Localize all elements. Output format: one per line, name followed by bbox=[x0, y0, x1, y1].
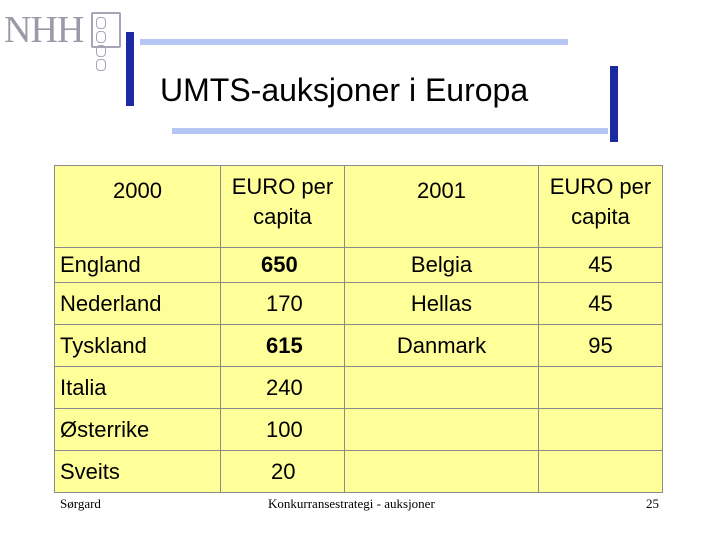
country-2000: Nederland bbox=[55, 283, 221, 325]
header-year-2000: 2000 bbox=[55, 166, 221, 248]
country-2000: Sveits bbox=[55, 451, 221, 493]
value-2001 bbox=[539, 451, 663, 493]
value-2000: 170 bbox=[221, 283, 345, 325]
logo-seal-icon bbox=[91, 12, 121, 48]
page-number: 25 bbox=[646, 496, 659, 511]
header-euro-per-capita-2000: EURO per capita bbox=[221, 166, 345, 248]
country-2001 bbox=[345, 451, 539, 493]
country-2001 bbox=[345, 367, 539, 409]
value-2000: 650 bbox=[221, 248, 345, 283]
value-2001: 45 bbox=[539, 248, 663, 283]
value-2000: 240 bbox=[221, 367, 345, 409]
slide-title: UMTS-auksjoner i Europa bbox=[160, 72, 529, 108]
decor-bar-horizontal-bottom bbox=[172, 128, 608, 134]
table-row bbox=[55, 283, 663, 325]
value-2000: 20 bbox=[221, 451, 345, 493]
table-row bbox=[55, 248, 663, 283]
country-2000: Østerrike bbox=[55, 409, 221, 451]
country-2001: Danmark bbox=[345, 325, 539, 367]
country-2000: Tyskland bbox=[55, 325, 221, 367]
table-row bbox=[55, 367, 663, 409]
header-year-2001: 2001 bbox=[345, 166, 539, 248]
decor-bar-vertical-left bbox=[126, 32, 134, 106]
table-row bbox=[55, 451, 663, 493]
table-row bbox=[55, 409, 663, 451]
country-2000: England bbox=[55, 248, 221, 283]
country-2001: Belgia bbox=[345, 248, 539, 283]
table-row bbox=[55, 325, 663, 367]
footer-author: Sørgard bbox=[60, 496, 101, 511]
value-2001 bbox=[539, 367, 663, 409]
value-2000: 100 bbox=[221, 409, 345, 451]
country-2001 bbox=[345, 409, 539, 451]
country-2001: Hellas bbox=[345, 283, 539, 325]
value-2001: 45 bbox=[539, 283, 663, 325]
value-2000: 615 bbox=[221, 325, 345, 367]
header-euro-per-capita-2001: EURO per capita bbox=[539, 166, 663, 248]
nhh-logo bbox=[4, 8, 122, 52]
footer-course-title: Konkurransestrategi - auksjoner bbox=[268, 496, 435, 511]
table-header-row bbox=[55, 166, 663, 248]
decor-bar-vertical-right bbox=[610, 66, 618, 142]
logo-text: NHH bbox=[4, 9, 84, 51]
auction-table bbox=[54, 165, 663, 493]
value-2001: 95 bbox=[539, 325, 663, 367]
country-2000: Italia bbox=[55, 367, 221, 409]
value-2001 bbox=[539, 409, 663, 451]
decor-bar-horizontal-top bbox=[140, 39, 568, 45]
